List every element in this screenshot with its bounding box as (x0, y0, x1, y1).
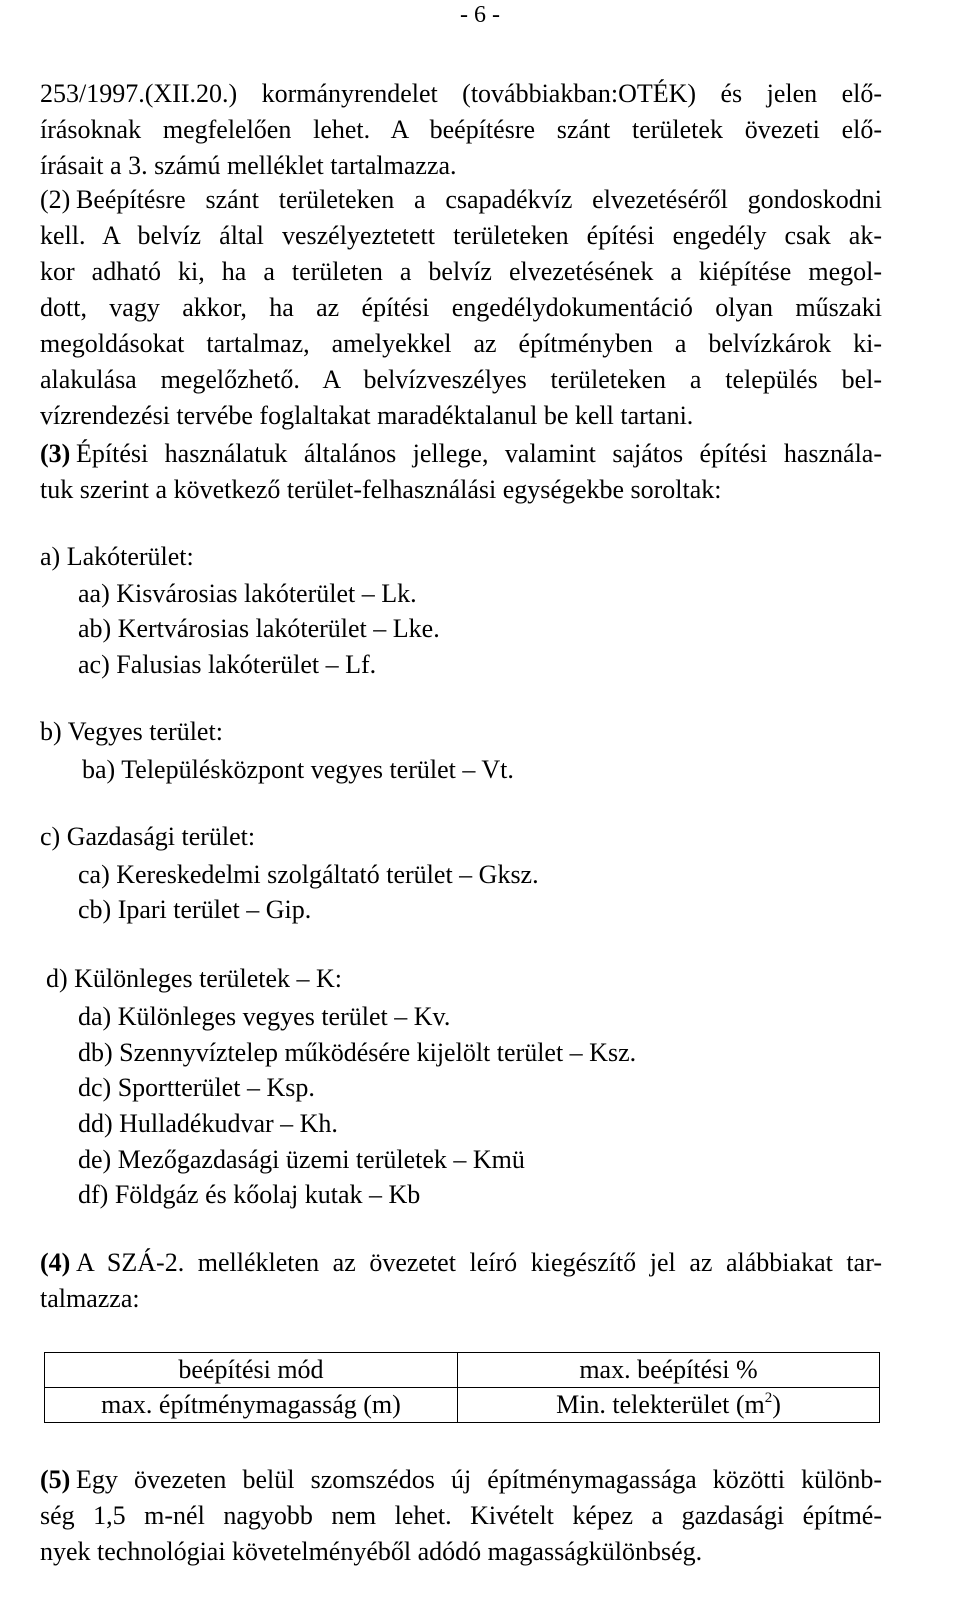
para-5-number: (5) (40, 1465, 71, 1494)
para-2-number: (2) (40, 185, 71, 214)
group-item: ba) Településközpont vegyes terület – Vt. (82, 755, 514, 784)
group-item: ac) Falusias lakóterület – Lf. (78, 650, 377, 679)
para-2-line: dott, vagy akkor, ha az építési engedélydokumentáció olyan műszaki (40, 293, 882, 322)
intro-line: írásait a 3. számú melléklet tartalmazza. (40, 151, 457, 180)
para-4-number: (4) (40, 1248, 71, 1277)
table-cell: max. beépítési % (458, 1353, 880, 1388)
superscript: 2 (764, 1390, 773, 1406)
cell-text-close: ) (772, 1390, 781, 1419)
group-item: db) Szennyvíztelep működésére kijelölt terület – Ksz. (78, 1038, 637, 1067)
para-3-number: (3) (40, 439, 71, 468)
group-item: de) Mezőgazdasági üzemi területek – Kmü (78, 1145, 525, 1174)
para-2-line: kor adható ki, ha a területen a belvíz elvezetésének a kiépítése megol- (40, 257, 882, 286)
para-2-line: vízrendezési tervébe foglaltakat maradéktalanul be kell tartani. (40, 401, 694, 430)
para-2-line: megoldásokat tartalmaz, amelyekkel az építményben a belvízkárok ki- (40, 329, 882, 358)
para-4-line: A SZÁ-2. mellékleten az övezetet leíró kiegészítő jel az alábbiakat tar- (76, 1248, 882, 1277)
group-heading: a) Lakóterület: (40, 542, 194, 571)
group-item: aa) Kisvárosias lakóterület – Lk. (78, 579, 417, 608)
para-5-line: nyek technológiai követelményéből adódó magasságkülönbség. (40, 1537, 703, 1566)
para-5-line: Egy övezeten belül szomszédos új építménymagassága közötti különb- (76, 1465, 882, 1494)
intro-line: írásoknak megfelelően lehet. A beépítésre szánt területek övezeti elő- (40, 115, 882, 144)
group-item: ab) Kertvárosias lakóterület – Lke. (78, 614, 440, 643)
intro-line: 253/1997.(XII.20.) kormányrendelet (továbbiakban:OTÉK) és jelen elő- (40, 79, 882, 108)
group-heading: c) Gazdasági terület: (40, 822, 256, 851)
para-2-line: kell. A belvíz által veszélyeztetett területeken építési engedély csak ak- (40, 221, 882, 250)
table-row (45, 1353, 880, 1388)
table-cell: max. építménymagasság (m) (45, 1388, 458, 1423)
table-cell: beépítési mód (45, 1353, 458, 1388)
group-item: da) Különleges vegyes terület – Kv. (78, 1002, 451, 1031)
group-item: df) Földgáz és kőolaj kutak – Kb (78, 1180, 421, 1209)
group-item: dd) Hulladékudvar – Kh. (78, 1109, 338, 1138)
para-3-line: tuk szerint a következő terület-felhasználási egységekbe soroltak: (40, 475, 722, 504)
cell-text: Min. telekterület (m (556, 1390, 765, 1419)
table-row (45, 1388, 880, 1423)
group-item: ca) Kereskedelmi szolgáltató terület – Gksz. (78, 860, 539, 889)
para-2-line: alakulása megelőzhető. A belvízveszélyes területeken a település bel- (40, 365, 882, 394)
group-heading: d) Különleges területek – K: (46, 964, 343, 993)
para-3-line: Építési használatuk általános jellege, valamint sajátos építési használa- (76, 439, 882, 468)
para-2-line: Beépítésre szánt területeken a csapadékvíz elvezetéséről gondoskodni (76, 185, 882, 214)
group-item: cb) Ipari terület – Gip. (78, 895, 312, 924)
para-4-line: talmazza: (40, 1284, 140, 1313)
para-5-line: ség 1,5 m-nél nagyobb nem lehet. Kivételt képez a gazdasági építmé- (40, 1501, 882, 1530)
zone-code-table (44, 1352, 880, 1423)
group-item: dc) Sportterület – Ksp. (78, 1073, 315, 1102)
group-heading: b) Vegyes terület: (40, 717, 223, 746)
table-cell (458, 1388, 880, 1423)
page-number: - 6 - (460, 2, 500, 28)
